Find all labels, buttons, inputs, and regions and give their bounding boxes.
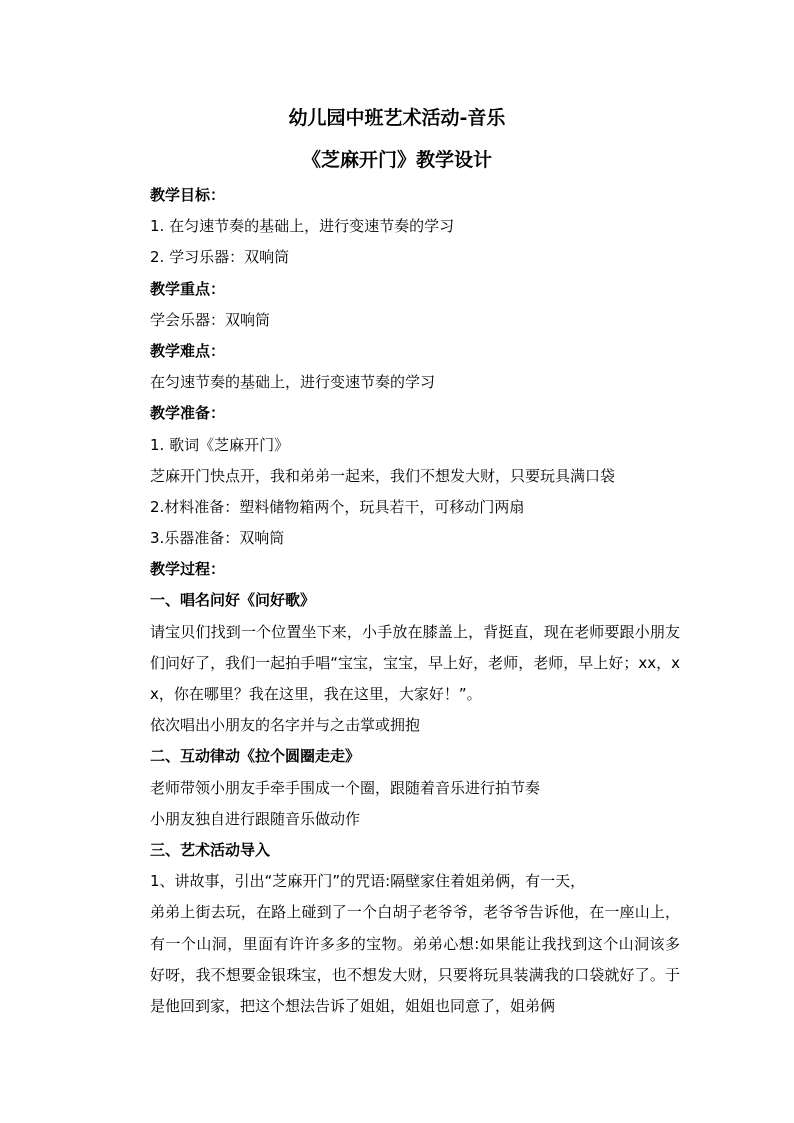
focus-heading: 教学重点： <box>150 279 226 298</box>
difficulty-heading: 教学难点： <box>150 341 226 360</box>
preparation-item: 2.材料准备：塑料储物箱两个，玩具若干，可移动门两扇 <box>150 497 525 516</box>
preparation-item: 3.乐器准备：双响筒 <box>150 529 285 548</box>
preparation-item: 1. 歌词《芝麻开门》 <box>150 435 290 454</box>
document-title: 幼儿园中班艺术活动-音乐 <box>288 107 506 129</box>
goal-item: 2. 学习乐器：双响筒 <box>150 248 290 267</box>
section-heading: 一、唱名问好《问好歌》 <box>150 591 316 610</box>
story-paragraph: 弟弟上街去玩，在路上碰到了一个白胡子老爷爷，老爷爷告诉他，在一座山上，有一个山洞，里面有许许多多的宝物。弟弟心想:如果能让我找到这个山洞该多好呀，我不想要金银珠宝，也不想发大财，只要将玩具装满我的口袋就好了。于是他回到家，把这个想法告诉了姐姐，姐姐也同意了，姐弟俩 <box>150 903 680 1015</box>
section-heading: 三、艺术活动导入 <box>150 840 271 859</box>
process-heading: 教学过程： <box>150 560 226 579</box>
difficulty-text: 在匀速节奏的基础上，进行变速节奏的学习 <box>150 373 436 392</box>
focus-text: 学会乐器：双响筒 <box>150 310 271 329</box>
goal-item: 1. 在匀速节奏的基础上，进行变速节奏的学习 <box>150 217 455 236</box>
section-text: 老师带领小朋友手牵手围成一个圈，跟随着音乐进行拍节奏 <box>150 778 541 797</box>
preparation-heading: 教学准备： <box>150 404 226 423</box>
section-text: 1、讲故事，引出“芝麻开门”的咒语:隔壁家住着姐弟俩，有一天， <box>150 872 586 891</box>
section-heading: 二、互动律动《拉个圆圈走走》 <box>150 747 361 766</box>
lyrics-text: 芝麻开门快点开，我和弟弟一起来，我们不想发大财，只要玩具满口袋 <box>150 466 616 485</box>
section-text: 小朋友独自进行跟随音乐做动作 <box>150 809 361 828</box>
document-subtitle: 《芝麻开门》教学设计 <box>301 149 492 171</box>
section-paragraph: 请宝贝们找到一个位置坐下来，小手放在膝盖上，背挺直，现在老师要跟小朋友们问好了，我们一起拍手唱“宝宝，宝宝，早上好，老师，老师，早上好；xx，xx，你在哪里？我在这里，我在这里，大家好！”。 <box>150 622 680 704</box>
document-body <box>150 180 680 1022</box>
section-text: 依次唱出小朋友的名字并与之击掌或拥抱 <box>150 716 421 735</box>
goals-heading: 教学目标： <box>150 186 226 204</box>
